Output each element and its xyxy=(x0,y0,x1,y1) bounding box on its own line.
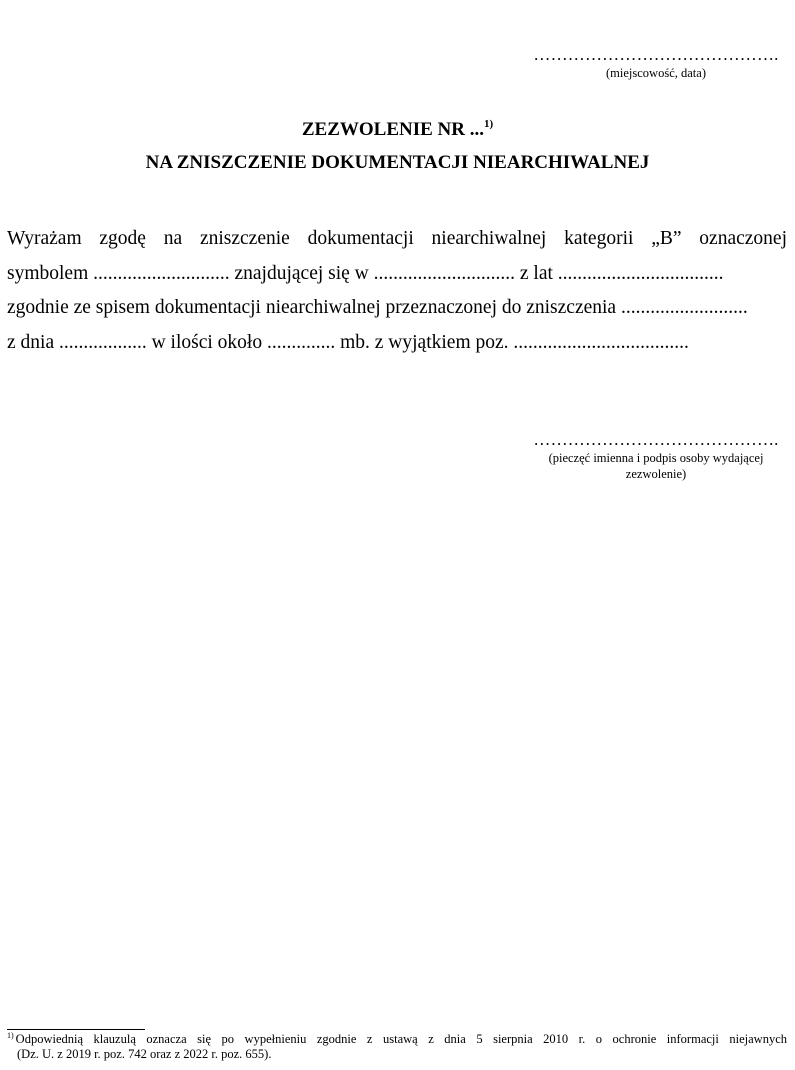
footnote-line1 xyxy=(7,1032,787,1047)
title-footnote-marker: 1) xyxy=(483,118,494,130)
consent-line-4: z dnia .................. w ilości około .............. mb. z wyjątkiem poz. .................................... xyxy=(7,331,689,353)
title-line1-text: ZEZWOLENIE NR ... xyxy=(301,119,484,140)
signature-caption xyxy=(520,450,792,482)
place-date-field xyxy=(520,46,792,81)
consent-line-3: zgodnie ze spisem dokumentacji niearchiwalnej przeznaczonej do zniszczenia .......................... xyxy=(7,297,748,318)
title-permit-number xyxy=(0,116,795,144)
signature-field xyxy=(520,431,792,482)
footnote xyxy=(7,1032,787,1062)
footnote-text-line1: Odpowiednią klauzulą oznacza się po wypełnieniu zgodnie z ustawą z dnia 5 sierpnia 2010 r. o ochronie informacji niejawnych xyxy=(15,1032,787,1046)
place-date-caption: (miejscowość, data) xyxy=(606,66,706,80)
place-date-blank: ……………………………………. xyxy=(533,45,779,64)
document-title xyxy=(0,116,795,177)
signature-blank: ……………………………………. xyxy=(533,430,779,449)
consent-line-2: symbolem ............................ znajdującej się w ............................. z lat .................................. xyxy=(7,262,724,284)
signature-caption-line1: (pieczęć imienna i podpis osoby wydającej xyxy=(548,451,764,465)
title-subject: NA ZNISZCZENIE DOKUMENTACJI NIEARCHIWALNEJ xyxy=(145,152,650,173)
footnote-separator xyxy=(7,1029,145,1030)
signature-caption-line2: zezwolenie) xyxy=(625,467,687,481)
consent-line-1: Wyrażam zgodę na zniszczenie dokumentacji niearchiwalnej kategorii „B” oznaczonej xyxy=(7,228,787,249)
footnote-marker: 1) xyxy=(7,1031,14,1040)
footnote-text-line2: (Dz. U. z 2019 r. poz. 742 oraz z 2022 r. poz. 655). xyxy=(17,1047,272,1061)
consent-paragraph xyxy=(7,222,787,360)
